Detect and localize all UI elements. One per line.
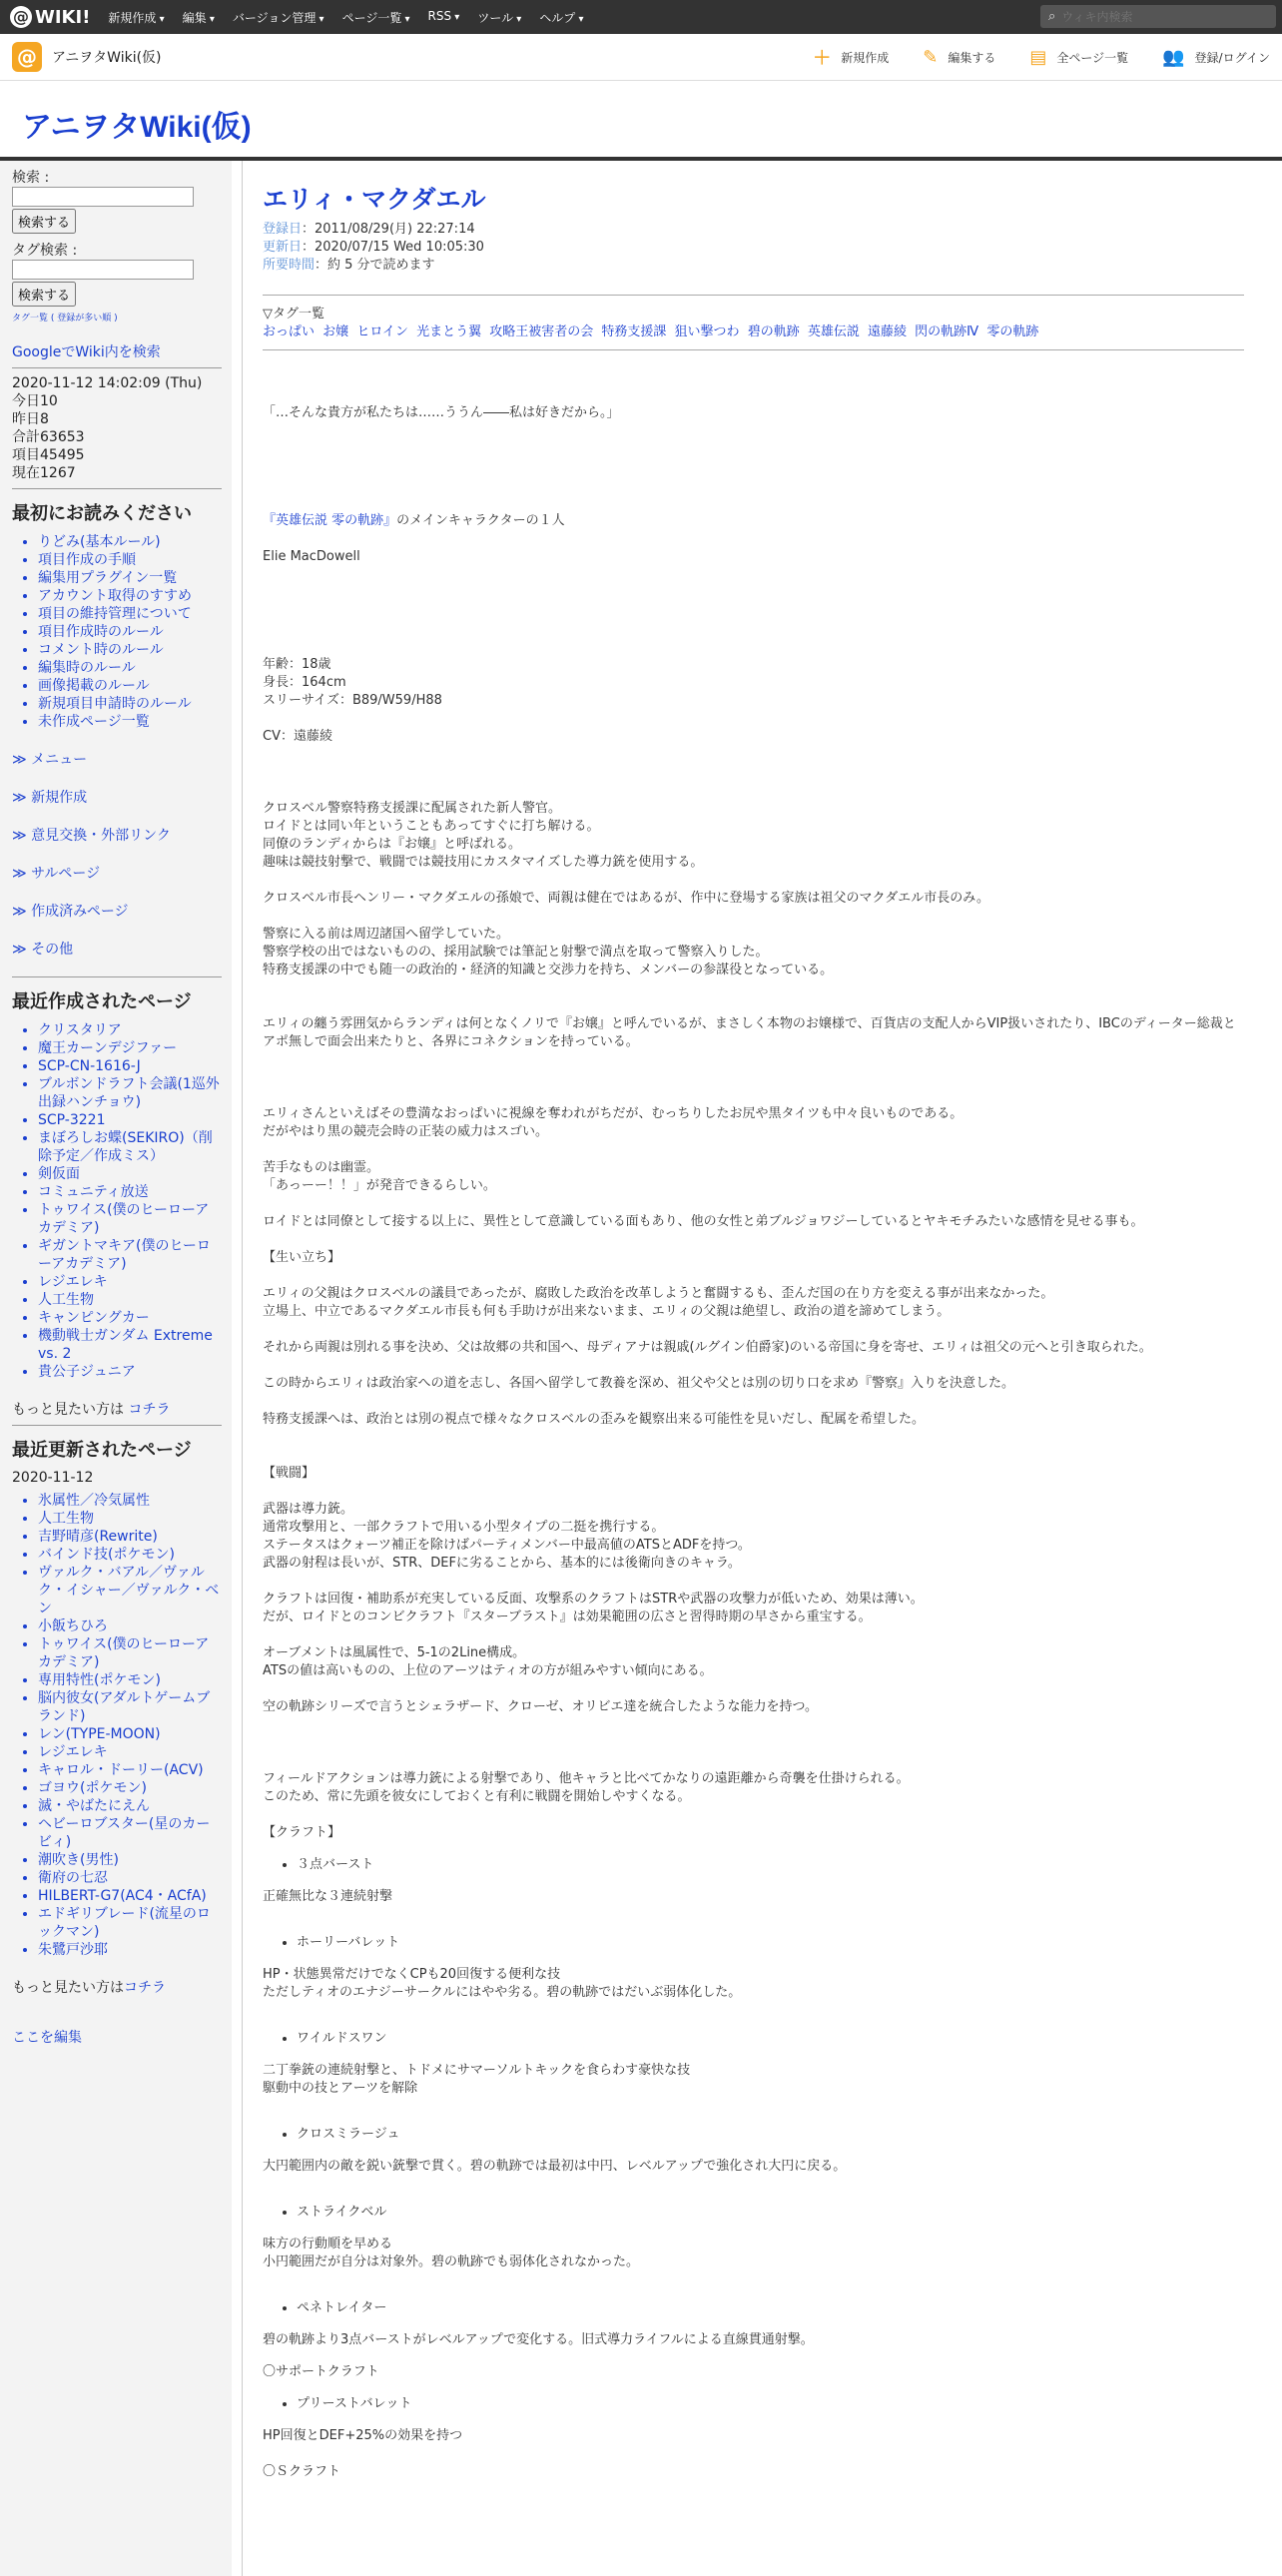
divider — [12, 488, 222, 489]
list-item[interactable]: • ギガントマキア(僕のヒーローアカデミア) — [38, 1237, 222, 1273]
top-nav-bar — [0, 0, 1282, 34]
profile-height: 身長：164cm — [263, 675, 346, 690]
list-item[interactable]: • ゴヨウ(ポケモン) — [38, 1779, 222, 1797]
craft-list — [263, 2030, 1244, 2048]
list-item[interactable]: • 編集時のルール — [38, 659, 222, 677]
login-label: 登録/ログイン — [1194, 50, 1270, 65]
profile-cv: CV：遠藤綾 — [263, 729, 332, 744]
craft-name: • ワイルドスワン — [297, 2030, 1244, 2048]
reading-time-label: 所要時間 — [263, 258, 316, 273]
paragraph: 立場上、中立であるマクダエル市長も何も手助けが出来ないまま、エリィの父親は絶望し、政治の道を諦めてしまう。 — [263, 1304, 951, 1319]
tag-link[interactable]: お嬢 — [322, 324, 349, 339]
page-title[interactable]: エリィ・マクダエル — [263, 185, 486, 214]
paragraph: 空の軌跡シリーズで言うとシェラザード、クローゼ、オリビエ達を統合したような能力を持つ。 — [263, 1699, 819, 1714]
game-link[interactable]: 『英雄伝説 零の軌跡』 — [263, 513, 397, 528]
sidebar-search-input[interactable] — [12, 187, 194, 207]
paragraph: 特務支援課の中でも随一の政治的・経済的知識と交渉力を持ち、メンバーの参謀役となっている。 — [263, 963, 834, 977]
craft-name: • ホーリーバレット — [297, 1934, 1244, 1952]
craft-list — [263, 1856, 1244, 1874]
recent-updated-heading: 最近更新されたページ — [12, 1440, 192, 1461]
list-item[interactable]: • 未作成ページ一覧 — [38, 713, 222, 731]
paragraph: だが、ロイドとのコンビクラフト『スターブラスト』は効果範囲の広さと習得時期の早さから重宝する。 — [263, 1610, 872, 1624]
recent-updated-date: 2020-11-12 — [12, 1470, 94, 1486]
paragraph: 武器の射程は長いが、STR、DEFに劣ることから、基本的には後衛向きのキャラ。 — [263, 1556, 741, 1571]
list-item[interactable]: • 新規項目申請時のルール — [38, 695, 222, 713]
paragraph: それから両親は別れる事を決め、父は故郷の共和国へ、母ディアナは親戚(ルグイン伯爵家)のいる帝国に身を寄せ、エリィは祖父の元へと引き取られた。 — [263, 1340, 1152, 1355]
fold-other[interactable]: ≫ その他 — [12, 942, 74, 958]
wiki-title[interactable]: アニヲタWiki(仮) — [22, 111, 252, 144]
paragraph: ロイドとは同僚として接する以上に、異性として意識している面もあり、他の女性と弟ブルジョワジーしているとヤキモチみたいな感情を見せる事も。 — [263, 1214, 1144, 1229]
more-prefix: もっと見たい方は — [12, 1402, 129, 1418]
craft-list — [263, 2126, 1244, 2144]
tag-search-input[interactable] — [12, 260, 194, 280]
list-item[interactable]: • 潮吹き(男性) — [38, 1851, 222, 1869]
english-name: Elie MacDowell — [263, 549, 360, 564]
list-item[interactable]: • レジエレキ — [38, 1273, 222, 1291]
list-item[interactable]: • SCP-CN-1616-J — [38, 1057, 222, 1075]
updated-label: 更新日 — [263, 240, 303, 255]
tag-link[interactable]: 攻略王被害者の会 — [489, 324, 594, 339]
list-item[interactable]: • 専用特性(ポケモン) — [38, 1671, 222, 1689]
menu-edit[interactable]: 編集 ▾ — [183, 9, 215, 26]
craft-list — [263, 1934, 1244, 1952]
user-add-icon: 👥 — [1162, 46, 1185, 68]
list-item[interactable]: • ブルボンドラフト会議(1巡外出録ハンチョウ) — [38, 1075, 222, 1111]
first-read-heading: 最初にお読みください — [12, 503, 192, 524]
tag-link[interactable]: 英雄伝説 — [807, 324, 860, 339]
tag-list-toggle[interactable]: ▽タグ一覧 — [263, 295, 1244, 323]
counter-now: 現在1267 — [12, 465, 76, 481]
list-item[interactable]: • 人工生物 — [38, 1291, 222, 1309]
list-item[interactable]: • HILBERT-G7(AC4・ACfA) — [38, 1887, 222, 1905]
counter-total: 合計63653 — [12, 429, 85, 445]
paragraph: 趣味は競技射撃で、戦闘では競技用にカスタマイズした導力銃を使用する。 — [263, 855, 704, 870]
craft-name: • クロスミラージュ — [297, 2126, 1244, 2144]
support-craft-heading: 〇サポートクラフト — [263, 2364, 379, 2379]
fold-salvage[interactable]: ≫ サルページ — [12, 866, 101, 882]
paragraph: クロスベル市長ヘンリー・マクダエルの孫娘で、両親は健在ではあるが、作中に登場する家族は祖父のマクダエル市長のみ。 — [263, 891, 990, 906]
reading-time-value: ：約 5 分で読めます — [315, 258, 435, 273]
wiki-name[interactable]: アニヲタWiki(仮) — [52, 50, 162, 66]
counter-items: 項目45495 — [12, 447, 85, 463]
menu-version[interactable]: バージョン管理 ▾ — [233, 9, 324, 26]
paragraph: 同僚のランディからは『お嬢』と呼ばれる。 — [263, 837, 521, 852]
tag-link[interactable]: 狙い撃つわ — [674, 324, 740, 339]
paragraph: ロイドとは同い年ということもあってすぐに打ち解ける。 — [263, 819, 600, 834]
craft-desc: 小円範囲だが自分は対象外。碧の軌跡でも弱体化されなかった。 — [263, 2254, 640, 2269]
menu-help[interactable]: ヘルプ ▾ — [539, 9, 583, 26]
paragraph: 通常攻撃用と、一部クラフトで用いる小型タイプの二挺を携行する。 — [263, 1520, 665, 1535]
list-item[interactable]: • 衛府の七忍 — [38, 1869, 222, 1887]
list-item[interactable]: • 剣仮面 — [38, 1165, 222, 1183]
tag-search-button[interactable]: 検索する — [12, 282, 76, 307]
list-item[interactable]: • SCP-3221 — [38, 1111, 222, 1129]
list-item[interactable]: • 吉野晴彦(Rewrite) — [38, 1528, 222, 1546]
paragraph: 警察学校の出ではないものの、採用試験では筆記と射撃で満点を取って警察入りした。 — [263, 945, 769, 960]
counter-timestamp: 2020-11-12 14:02:09 (Thu) — [12, 375, 203, 391]
updated-value: ：2020/07/15 Wed 10:05:30 — [302, 240, 484, 255]
paragraph: 特務支援課へは、政治とは別の視点で様々なクロスベルの歪みを観察出来る可能性を見いだし、配属を希望した。 — [263, 1412, 926, 1427]
craft-list — [263, 2395, 1244, 2413]
tag-link[interactable]: 光まとう翼 — [416, 324, 482, 339]
menu-new[interactable]: 新規作成 ▾ — [108, 9, 164, 26]
fold-links[interactable]: ≫ 意見交換・外部リンク — [12, 828, 171, 844]
s-craft-heading: 〇Ｓクラフト — [263, 2464, 341, 2479]
divider — [12, 976, 222, 977]
paragraph: 警察に入る前は周辺諸国へ留学していた。 — [263, 927, 510, 942]
craft-desc: HP・状態異常だけでなくCPも20回復する便利な技 — [263, 1967, 561, 1982]
section-heading: 【クラフト】 — [263, 1825, 341, 1840]
craft-name: • ストライクベル — [297, 2204, 1244, 2222]
tag-link[interactable]: 閃の軌跡Ⅳ — [915, 324, 979, 339]
new-page-button[interactable] — [813, 44, 889, 70]
more-updated-link[interactable]: コチラ — [124, 1980, 166, 1996]
paragraph: 「あっーー！！」が発音できるらしい。 — [263, 1178, 496, 1193]
paragraph: エリィの纏う雰囲気からランディは何となくノリで『お嬢』と呼んでいるが、まさしく本物のお嬢様で、百貨店の支配人からVIP扱いされたり、IBCのディーター総裁とアポ無しで面会出来たりと、各界にコネクションを持っている。 — [263, 1016, 1236, 1049]
paragraph: クロスベル警察特務支援課に配属された新人警官。 — [263, 801, 562, 816]
sidebar-search-button[interactable]: 検索する — [12, 209, 76, 234]
list-item[interactable]: • 氷属性／冷気属性 — [38, 1492, 222, 1510]
list-item[interactable]: • コメント時のルール — [38, 641, 222, 659]
more-created — [12, 1399, 222, 1419]
paragraph: この時からエリィは政治家への道を志し、各国へ留学して教養を深め、祖父や父とは別の切り口を求め『警察』入りを決意した。 — [263, 1376, 1014, 1391]
intro-text: のメインキャラクターの１人 — [396, 513, 565, 528]
divider — [12, 1425, 222, 1426]
list-item[interactable]: • 朱鷺戸沙耶 — [38, 1941, 222, 1959]
top-menu — [108, 9, 601, 26]
recent-updated-list — [12, 1492, 222, 1959]
list-item[interactable]: • ヴァルク・バアル／ヴァルク・イシャー／ヴァルク・ベン — [38, 1564, 222, 1617]
list-item[interactable]: • レジエレキ — [38, 1743, 222, 1761]
list-item[interactable]: • まぼろしお蝶(SEKIRO)（削除予定／作成ミス） — [38, 1129, 222, 1165]
list-item[interactable]: • コミュニティ放送 — [38, 1183, 222, 1201]
tag-link[interactable]: 遠藤綾 — [868, 324, 908, 339]
section-heading: 【戦闘】 — [263, 1466, 316, 1481]
list-item[interactable]: • 人工生物 — [38, 1510, 222, 1528]
edit-button[interactable] — [923, 47, 995, 68]
divider — [12, 367, 222, 368]
list-item[interactable]: • 項目作成の手順 — [38, 551, 222, 569]
list-item[interactable]: • 貴公子ジュニア — [38, 1363, 222, 1381]
search-icon: ⌕ — [1048, 9, 1056, 24]
header-actions — [779, 34, 1270, 80]
list-item[interactable]: • 小飯ちひろ — [38, 1617, 222, 1635]
menu-rss[interactable]: RSS ▾ — [428, 9, 460, 26]
profile-size: スリーサイズ：B89/W59/H88 — [263, 693, 442, 708]
sidebar — [0, 161, 232, 2576]
list-item[interactable]: • 機動戦士ガンダム Extreme vs. 2 — [38, 1327, 222, 1363]
craft-desc: 碧の軌跡より3点バーストがレベルアップで変化する。旧式導力ライフルによる直線貫通射撃。 — [263, 2332, 814, 2347]
list-item[interactable]: • 画像掲載のルール — [38, 677, 222, 695]
list-item[interactable]: • りどみ(基本ルール) — [38, 533, 222, 551]
wiki-search-input[interactable] — [1059, 9, 1263, 25]
paragraph: このため、常に先頭を彼女にしておくと有利に戦闘を開始しやすくなる。 — [263, 1789, 691, 1804]
paragraph: クラフトは回復・補助系が充実している反面、攻撃系のクラフトはSTRや武器の攻撃力が低いため、効果は薄い。 — [263, 1592, 924, 1607]
profile-age: 年齢：18歳 — [263, 657, 331, 672]
list-item[interactable]: • 魔王カーンデジファー — [38, 1039, 222, 1057]
wiki-logo-icon[interactable]: @ — [12, 42, 42, 72]
craft-desc: 大円範囲内の敵を鋭い銃撃で貫く。碧の軌跡では最初は中円、レベルアップで強化され大円に戻る。 — [263, 2159, 847, 2174]
craft-list — [263, 2204, 1244, 2222]
login-button[interactable] — [1162, 47, 1270, 68]
fold-created[interactable]: ≫ 作成済みページ — [12, 904, 129, 920]
paragraph: フィールドアクションは導力銃による射撃であり、他キャラと比べてかなりの遠距離から奇襲を仕掛けられる。 — [263, 1771, 910, 1786]
wiki-banner — [0, 91, 1282, 161]
tag-link[interactable]: 特務支援課 — [601, 324, 667, 339]
paragraph: 苦手なものは幽霊。 — [263, 1160, 380, 1175]
wiki-header-bar — [0, 34, 1282, 81]
google-search-link[interactable]: GoogleでWiki内を検索 — [12, 344, 161, 360]
counter-yesterday: 昨日8 — [12, 411, 49, 427]
list-item[interactable]: • 滅・やばたにえん — [38, 1797, 222, 1815]
fold-menu[interactable]: ≫ メニュー — [12, 752, 88, 768]
more-created-link[interactable]: コチラ — [128, 1402, 171, 1418]
tag-link[interactable]: 零の軌跡 — [986, 324, 1039, 339]
list-item[interactable]: • キャンピングカー — [38, 1309, 222, 1327]
created-value: ：2011/08/29(月) 22:27:14 — [302, 222, 475, 237]
list-item[interactable]: • トゥワイス(僕のヒーローアカデミア) — [38, 1635, 222, 1671]
section-heading: 【生い立ち】 — [263, 1250, 341, 1265]
list-item[interactable]: • エドギリブレード(流星のロックマン) — [38, 1905, 222, 1941]
list-item[interactable]: • 編集用プラグイン一覧 — [38, 569, 222, 587]
edit-label: 編集する — [948, 50, 996, 65]
tag-link[interactable]: ヒロイン — [356, 324, 408, 339]
list-item[interactable]: • キャロル・ドーリー(ACV) — [38, 1761, 222, 1779]
craft-desc: 二丁拳銃の連続射撃と、トドメにサマーソルトキックを食らわす豪快な技 — [263, 2063, 691, 2078]
wiki-search-box — [1040, 5, 1276, 28]
fold-new[interactable]: ≫ 新規作成 — [12, 790, 88, 806]
list-item[interactable]: • 項目作成時のルール — [38, 623, 222, 641]
craft-desc: 正確無比な３連続射撃 — [263, 1889, 393, 1904]
article — [242, 161, 1270, 2576]
tag-link[interactable]: 碧の軌跡 — [747, 324, 800, 339]
list-item[interactable]: • 項目の維持管理について — [38, 605, 222, 623]
at-icon: @ — [10, 6, 32, 28]
recent-created-list — [12, 1021, 222, 1381]
paragraph: 武器は導力銃。 — [263, 1502, 354, 1517]
all-pages-button[interactable] — [1029, 47, 1128, 68]
craft-name: • ３点バースト — [297, 1856, 1244, 1874]
list-item[interactable]: • レン(TYPE-MOON) — [38, 1725, 222, 1743]
list-item[interactable]: • アカウント取得のすすめ — [38, 587, 222, 605]
craft-name: • ペネトレイター — [297, 2299, 1244, 2317]
atwiki-logo-text: WIKI! — [35, 6, 91, 28]
list-item[interactable]: • ヘビーロブスター(星のカービィ) — [38, 1815, 222, 1851]
counter-today: 今日10 — [12, 393, 58, 409]
paragraph: ステータスはクォーツ補正を除けばパーティメンバー中最高値のATSとADFを持つ。 — [263, 1538, 751, 1553]
paragraph: エリィさんといえばその豊満なおっぱいに視線を奪われがちだが、むっちりしたお尻や黒タイツも中々良いものである。 — [263, 1106, 963, 1121]
document-icon: ▤ — [1029, 46, 1047, 68]
list-item[interactable]: • クリスタリア — [38, 1021, 222, 1039]
paragraph: エリィの父親はクロスベルの議員であったが、腐敗した政治を改革しようと奮闘するも、歪んだ国の在り方を変える事が出来なかった。 — [263, 1286, 1054, 1301]
access-counter — [12, 374, 222, 482]
craft-desc: ただしティオのエナジーサークルにはやや劣る。碧の軌跡ではだいぶ弱体化した。 — [263, 1985, 742, 2000]
craft-desc: 駆動中の技とアーツを解除 — [263, 2081, 418, 2096]
paragraph: オーブメントは風属性で、5-1の2Line構成。 — [263, 1645, 526, 1660]
tag-link[interactable]: おっぱい — [263, 324, 316, 339]
craft-name: • プリーストバレット — [297, 2395, 1244, 2413]
new-page-label: 新規作成 — [841, 50, 890, 65]
first-read-list — [12, 533, 222, 731]
menu-page-list[interactable]: ページ一覧 ▾ — [342, 9, 410, 26]
list-item[interactable]: • トゥワイス(僕のヒーローアカデミア) — [38, 1201, 222, 1237]
atwiki-logo[interactable] — [10, 6, 90, 28]
created-label: 登録日 — [263, 222, 303, 237]
search-label: 検索 : — [12, 170, 50, 186]
tag-list-link[interactable]: タグ一覧 ( 登録が多い順 ) — [12, 314, 118, 323]
list-item[interactable]: • バインド技(ポケモン) — [38, 1546, 222, 1564]
craft-desc: 味方の行動順を早める — [263, 2237, 393, 2252]
edit-sidebar-link[interactable]: ここを編集 — [12, 2030, 82, 2046]
more-prefix: もっと見たい方は — [12, 1980, 124, 1996]
paragraph: だがやはり黒の競売会時の正装の威力はスゴい。 — [263, 1124, 549, 1139]
plus-icon: ＋ — [813, 48, 832, 69]
intro — [263, 512, 1244, 530]
craft-desc: HP回復とDEF+25%の効果を持つ — [263, 2428, 463, 2443]
more-updated — [12, 1977, 222, 1997]
tag-list — [263, 323, 1244, 350]
all-pages-label: 全ページ一覧 — [1056, 50, 1129, 65]
pencil-icon: ✎ — [923, 46, 939, 68]
menu-tools[interactable]: ツール ▾ — [477, 9, 521, 26]
paragraph: ATSの値は高いものの、上位のアーツはティオの方が組みやすい傾向にある。 — [263, 1663, 713, 1678]
recent-created-heading: 最近作成されたページ — [12, 991, 192, 1012]
list-item[interactable]: • 脳内彼女(アダルトゲームブランド) — [38, 1689, 222, 1725]
tag-search-label: タグ検索 : — [12, 243, 78, 259]
quote: 「…そんな貴方が私たちは……ううん――私は好きだから。」 — [263, 405, 620, 420]
page-meta — [263, 221, 1244, 275]
craft-list — [263, 2299, 1244, 2317]
